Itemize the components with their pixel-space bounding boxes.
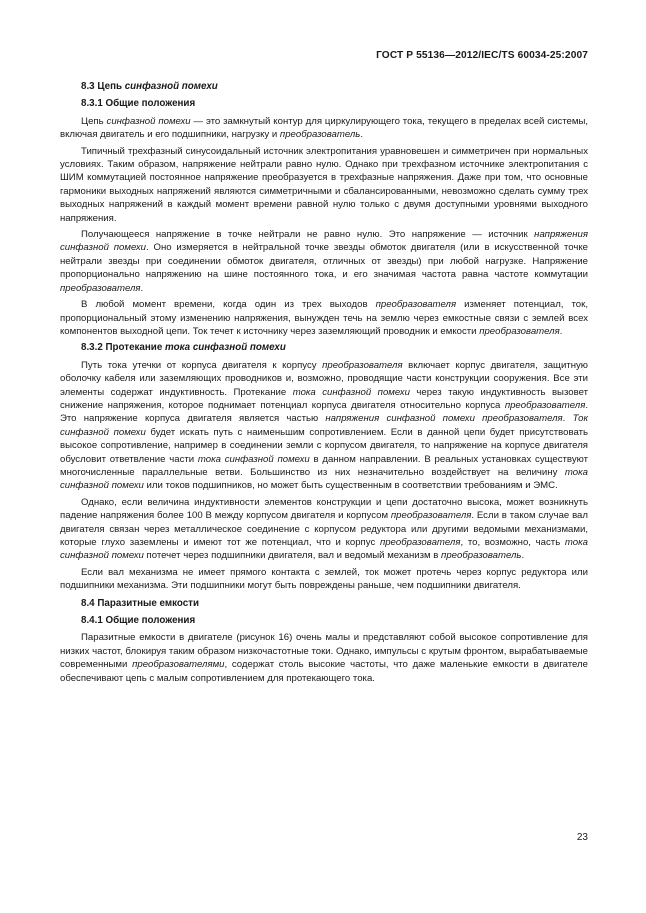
- section-heading-text: 8.4 Паразитные емкости: [81, 597, 199, 609]
- term-emphasis: преобразователя: [322, 359, 403, 371]
- section-heading-term: тока синфазной помехи: [165, 342, 286, 354]
- paragraph: Типичный трехфазный синусоидальный источник электропитания уравновешен и симметричен при нормальных условиях. Таким образом, напряжение нейтрали равно нулю. Однако при трехфазном источнике электропитания с ШИМ коммутацией постоянное напряжение преобразуется в трехфазные напряжения. Даже при том, что основные гармоники выходных напряжений являются симметричными и сбалансированными, невозможно сделать сумму трех выходных напряжений в каждый момент времени равной нулю только с двумя доступными уровнями выходного напряжения.: [60, 145, 588, 224]
- paragraph: В любой момент времени, когда один из трех выходов преобразователя изменяет потенциал, ток, пропорциональный этому изменению напряжения, вынужден течь на землю через емкостные связи с землей всех компонентов выходной цепи. Ток течет к источнику через заземляющий проводник и емкости преобразователя.: [60, 299, 588, 337]
- section-heading-text: 8.3.2 Протекание: [81, 342, 165, 354]
- paragraph: Получающееся напряжение в точке нейтрали не равно нулю. Это напряжение — источник напряжения синфазной помехи. Оно измеряется в нейтральной точке звезды обмоток двигателя (или в искусственной точке нейтрали звезды при соединении обмоток двигателя, отличных от звезды) при любой нагрузке. Напряжение пропорционально напряжению на шине постоянного тока, и его значимая частота равна частоте коммутации преобразователя.: [60, 229, 588, 294]
- term-emphasis: преобразователя: [375, 299, 457, 311]
- section-heading: [60, 597, 588, 610]
- term-emphasis: преобразователя: [390, 510, 472, 522]
- term-emphasis: тока синфазной помехи: [60, 537, 588, 562]
- term-emphasis: преобразователя: [504, 399, 586, 411]
- term-emphasis: преобразователями: [132, 659, 225, 671]
- term-emphasis: преобразователя: [479, 325, 560, 337]
- document-body: [60, 80, 588, 688]
- paragraph: Путь тока утечки от корпуса двигателя к корпусу преобразователя включает корпус двигателя, защитную оболочку кабеля или заземляющих проводников и, возможно, проводящие части конструкции сооружения. Все эти элементы содержат индуктивность. Протекание тока синфазной помехи через такую индуктивность вызовет снижение напряжения, которое поднимает потенциал корпуса двигателя относительно корпуса преобразователя. Это напряжение корпуса двигателя является частью напряжения синфазной помехи преобразователя. Ток синфазной помехи будет искать путь с наименьшим сопротивлением. Если в данной цепи будет присутствовать высокое сопротивление, например в соединении земли с корпусом двигателя, то напряжение на корпусе двигателя обусловит ответвление части тока синфазной помехи в данном направлении. В реальных установках существуют многочисленные параллельные ветви. Большинство из них незначительно воздействует на величину тока синфазной помехи или токов подшипников, но может быть существенным в соответствии требованиям и ЭМС.: [60, 359, 588, 492]
- paragraph: Однако, если величина индуктивности элементов конструкции и цепи достаточно высока, может возникнуть падение напряжения более 100 В между корпусом двигателя и корпусом преобразователя. Если в таком случае вал двигателя связан через металлическое соединение с корпусом редуктора или другими ведомыми механизмами, которые глухо заземлены и имеют тот же потенциал, что и корпус преобразователя, то, возможно, часть тока синфазной помехи потечет через подшипники двигателя, вал и ведомый механизм в преобразователь.: [60, 496, 588, 562]
- paragraph: Паразитные емкости в двигателе (рисунок 16) очень малы и представляют собой высокое сопротивление для низких частот, блокируя таким образом низкочастотные токи. Однако, импульсы с крутым фронтом, вырабатываемые современными преобразователями, содержат столь высокие частоты, что даже маленькие емкости в двигателе обеспечивают цепь с малым сопротивлением для протекающего тока.: [60, 632, 588, 684]
- section-heading-term: синфазной помехи: [124, 81, 218, 92]
- term-emphasis: преобразователя: [60, 282, 141, 294]
- term-emphasis: Ток синфазной помехи: [60, 413, 588, 438]
- section-heading: [60, 341, 588, 354]
- term-emphasis: тока синфазной помехи: [292, 386, 410, 398]
- term-emphasis: преобразователь: [279, 129, 361, 141]
- document-code-header: ГОСТ Р 55136—2012/IEC/TS 60034-25:2007: [376, 50, 588, 61]
- section-heading-text: 8.3 Цепь: [81, 81, 125, 92]
- term-emphasis: преобразователя: [379, 537, 461, 548]
- section-heading-text: 8.4.1 Общие положения: [81, 615, 196, 627]
- term-emphasis: синфазной помехи: [106, 115, 191, 127]
- term-emphasis: тока синфазной помехи: [197, 453, 310, 465]
- section-heading: [60, 80, 588, 93]
- paragraph: Цепь синфазной помехи — это замкнутый контур для циркулирующего тока, текущего в пределах всей системы, включая двигатель и его подшипники, нагрузку и преобразователь.: [60, 115, 589, 141]
- page-number: 23: [576, 832, 588, 843]
- term-emphasis: напряжения синфазной помехи преобразователя: [325, 413, 563, 425]
- section-heading: [60, 97, 588, 110]
- term-emphasis: преобразователь: [441, 550, 522, 562]
- term-emphasis: напряжения синфазной помехи: [60, 229, 588, 254]
- term-emphasis: тока синфазной помехи: [60, 466, 588, 492]
- paragraph: Если вал механизма не имеет прямого контакта с землей, ток может протечь через корпус редуктора или подшипники механизма. Эти подшипники могут быть повреждены раньше, чем подшипники двигателя.: [60, 566, 588, 592]
- section-heading: [60, 614, 588, 627]
- section-heading-text: 8.3.1 Общие положения: [81, 98, 196, 110]
